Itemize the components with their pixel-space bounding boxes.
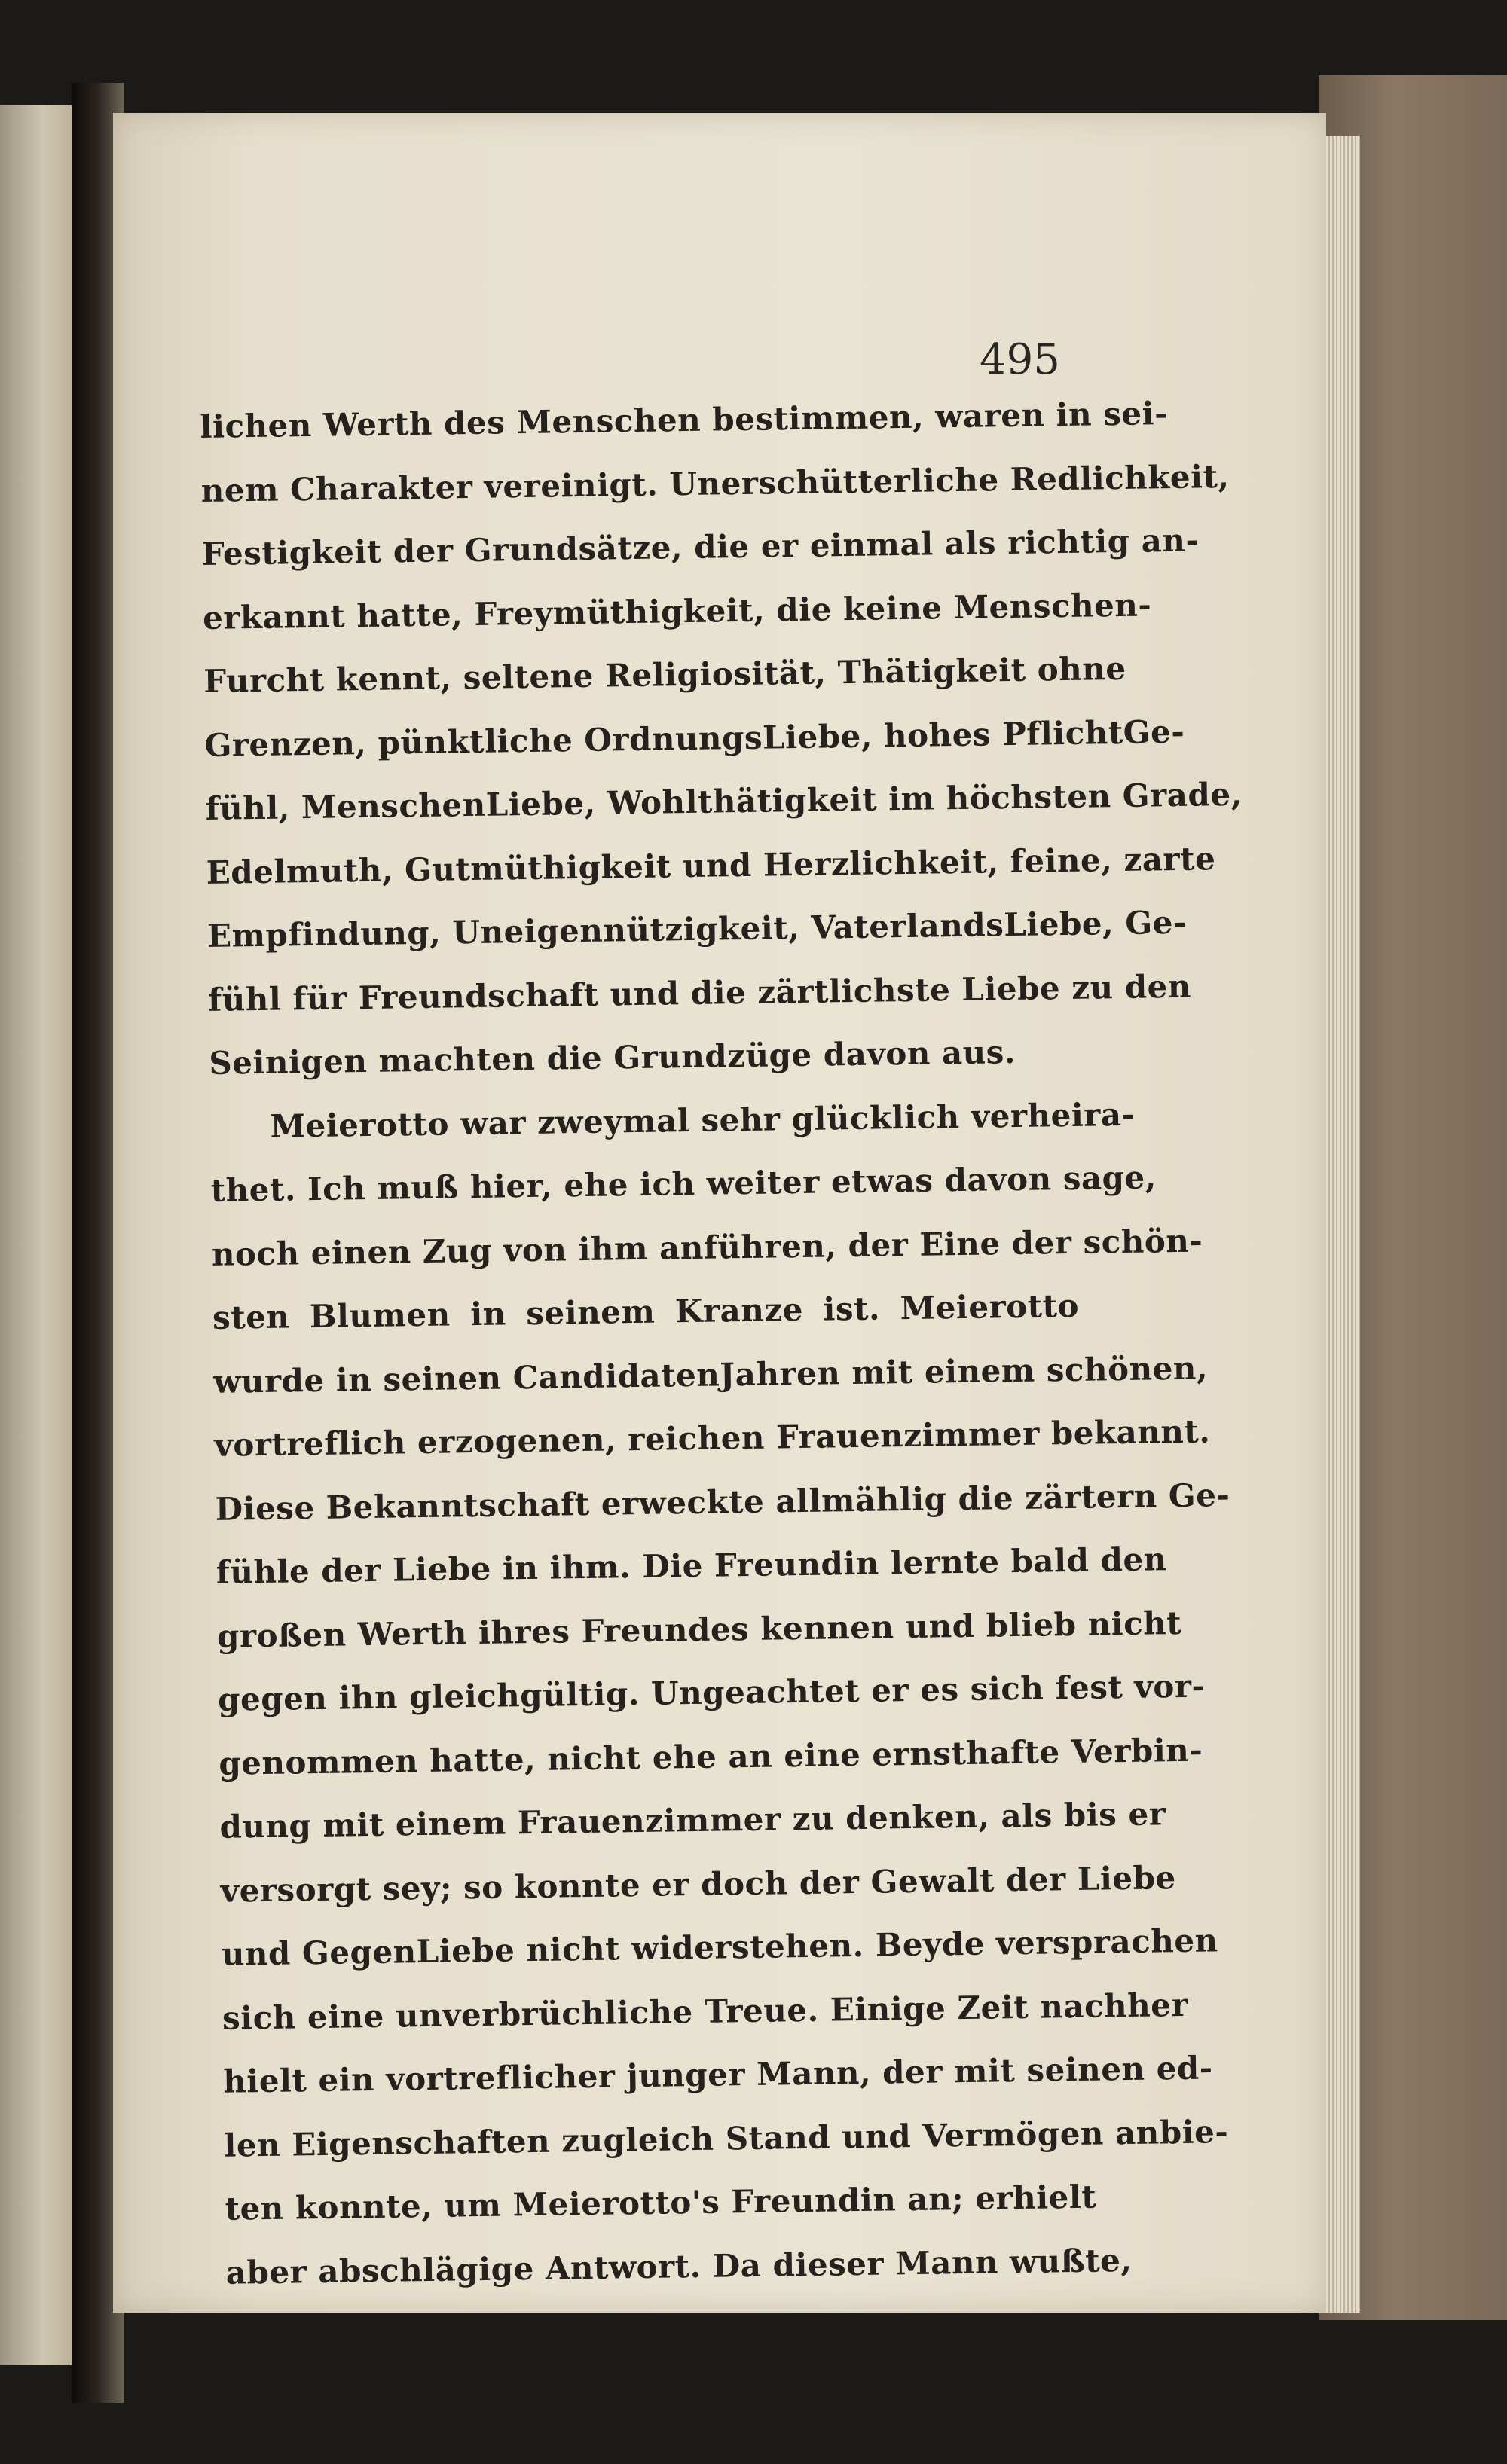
- text-line: lichen Werth des Menschen bestimmen, waren in sei-: [200, 395, 1169, 445]
- text-line: versorgt sey; so konnte er doch der Gewalt der Liebe: [220, 1858, 1176, 1910]
- text-line: vortreflich erzogenen, reichen Frauenzimmer bekannt.: [214, 1412, 1211, 1464]
- text-line: Edelmuth, Gutmüthigkeit und Herzlichkeit, feine, zarte: [206, 839, 1216, 891]
- text-line: Meierotto war zweymal sehr glücklich verheira-: [270, 1095, 1136, 1145]
- text-line: Empfindung, Uneigennützigkeit, VaterlandsLiebe, Ge-: [206, 903, 1188, 954]
- text-line: nem Charakter vereinigt. Unerschütterliche Redlichkeit,: [200, 457, 1230, 509]
- text-line: Furcht kennt, seltene Religiosität, Thätigkeit ohne: [203, 649, 1126, 700]
- facing-page-edge: [0, 105, 72, 2365]
- text-line: sich eine unverbrüchliche Treue. Einige Zeit nachher: [222, 1986, 1189, 2037]
- text-line: thet. Ich muß hier, ehe ich weiter etwas davon sage,: [210, 1159, 1157, 1209]
- text-line: und GegenLiebe nicht widerstehen. Beyde versprachen: [221, 1922, 1218, 1973]
- text-line: sten Blumen in seinem Kranze ist. Meierotto: [212, 1287, 1080, 1336]
- text-line: genommen hatte, nicht ehe an eine ernsthafte Verbin-: [219, 1731, 1203, 1782]
- text-line: dung mit einem Frauenzimmer zu denken, als bis er: [219, 1795, 1166, 1846]
- text-line: aber abschlägige Antwort. Da dieser Mann wußte,: [225, 2241, 1133, 2291]
- text-line: fühle der Liebe in ihm. Die Freundin lernte bald den: [216, 1540, 1167, 1591]
- text-line: Festigkeit der Grundsätze, die er einmal als richtig an-: [201, 521, 1200, 572]
- text-line: erkannt hatte, Freymüthigkeit, die keine Menschen-: [202, 585, 1152, 637]
- text-line: Diese Bekanntschaft erweckte allmählig die zärtern Ge-: [215, 1476, 1230, 1528]
- text-line: ten konnte, um Meierotto's Freundin an; erhielt: [225, 2178, 1097, 2227]
- text-line: Seinigen machten die Grundzüge davon aus.: [209, 1033, 1016, 1082]
- text-line: großen Werth ihres Freundes kennen und blieb nicht: [216, 1604, 1182, 1655]
- text-line: gegen ihn gleichgültig. Ungeachtet er es sich fest vor-: [217, 1667, 1206, 1718]
- text-line: fühl, MenschenLiebe, Wohlthätigkeit im höchsten Grade,: [205, 775, 1243, 827]
- text-line: len Eigenschaften zugleich Stand und Vermögen anbie-: [224, 2112, 1229, 2164]
- text-line: Grenzen, pünktliche OrdnungsLiebe, hohes PflichtGe-: [204, 713, 1185, 764]
- page-stack-edges: [1322, 136, 1360, 2313]
- page-number: 495: [980, 335, 1060, 384]
- text-line: fühl für Freundschaft und die zärtlichste Liebe zu den: [207, 967, 1192, 1018]
- text-line: noch einen Zug von ihm anführen, der Eine der schön-: [211, 1222, 1203, 1273]
- text-line: hielt ein vortreflicher junger Mann, der mit seinen ed-: [222, 2049, 1213, 2100]
- text-line: wurde in seinen CandidatenJahren mit einem schönen,: [212, 1348, 1209, 1400]
- body-text: [200, 383, 1243, 2305]
